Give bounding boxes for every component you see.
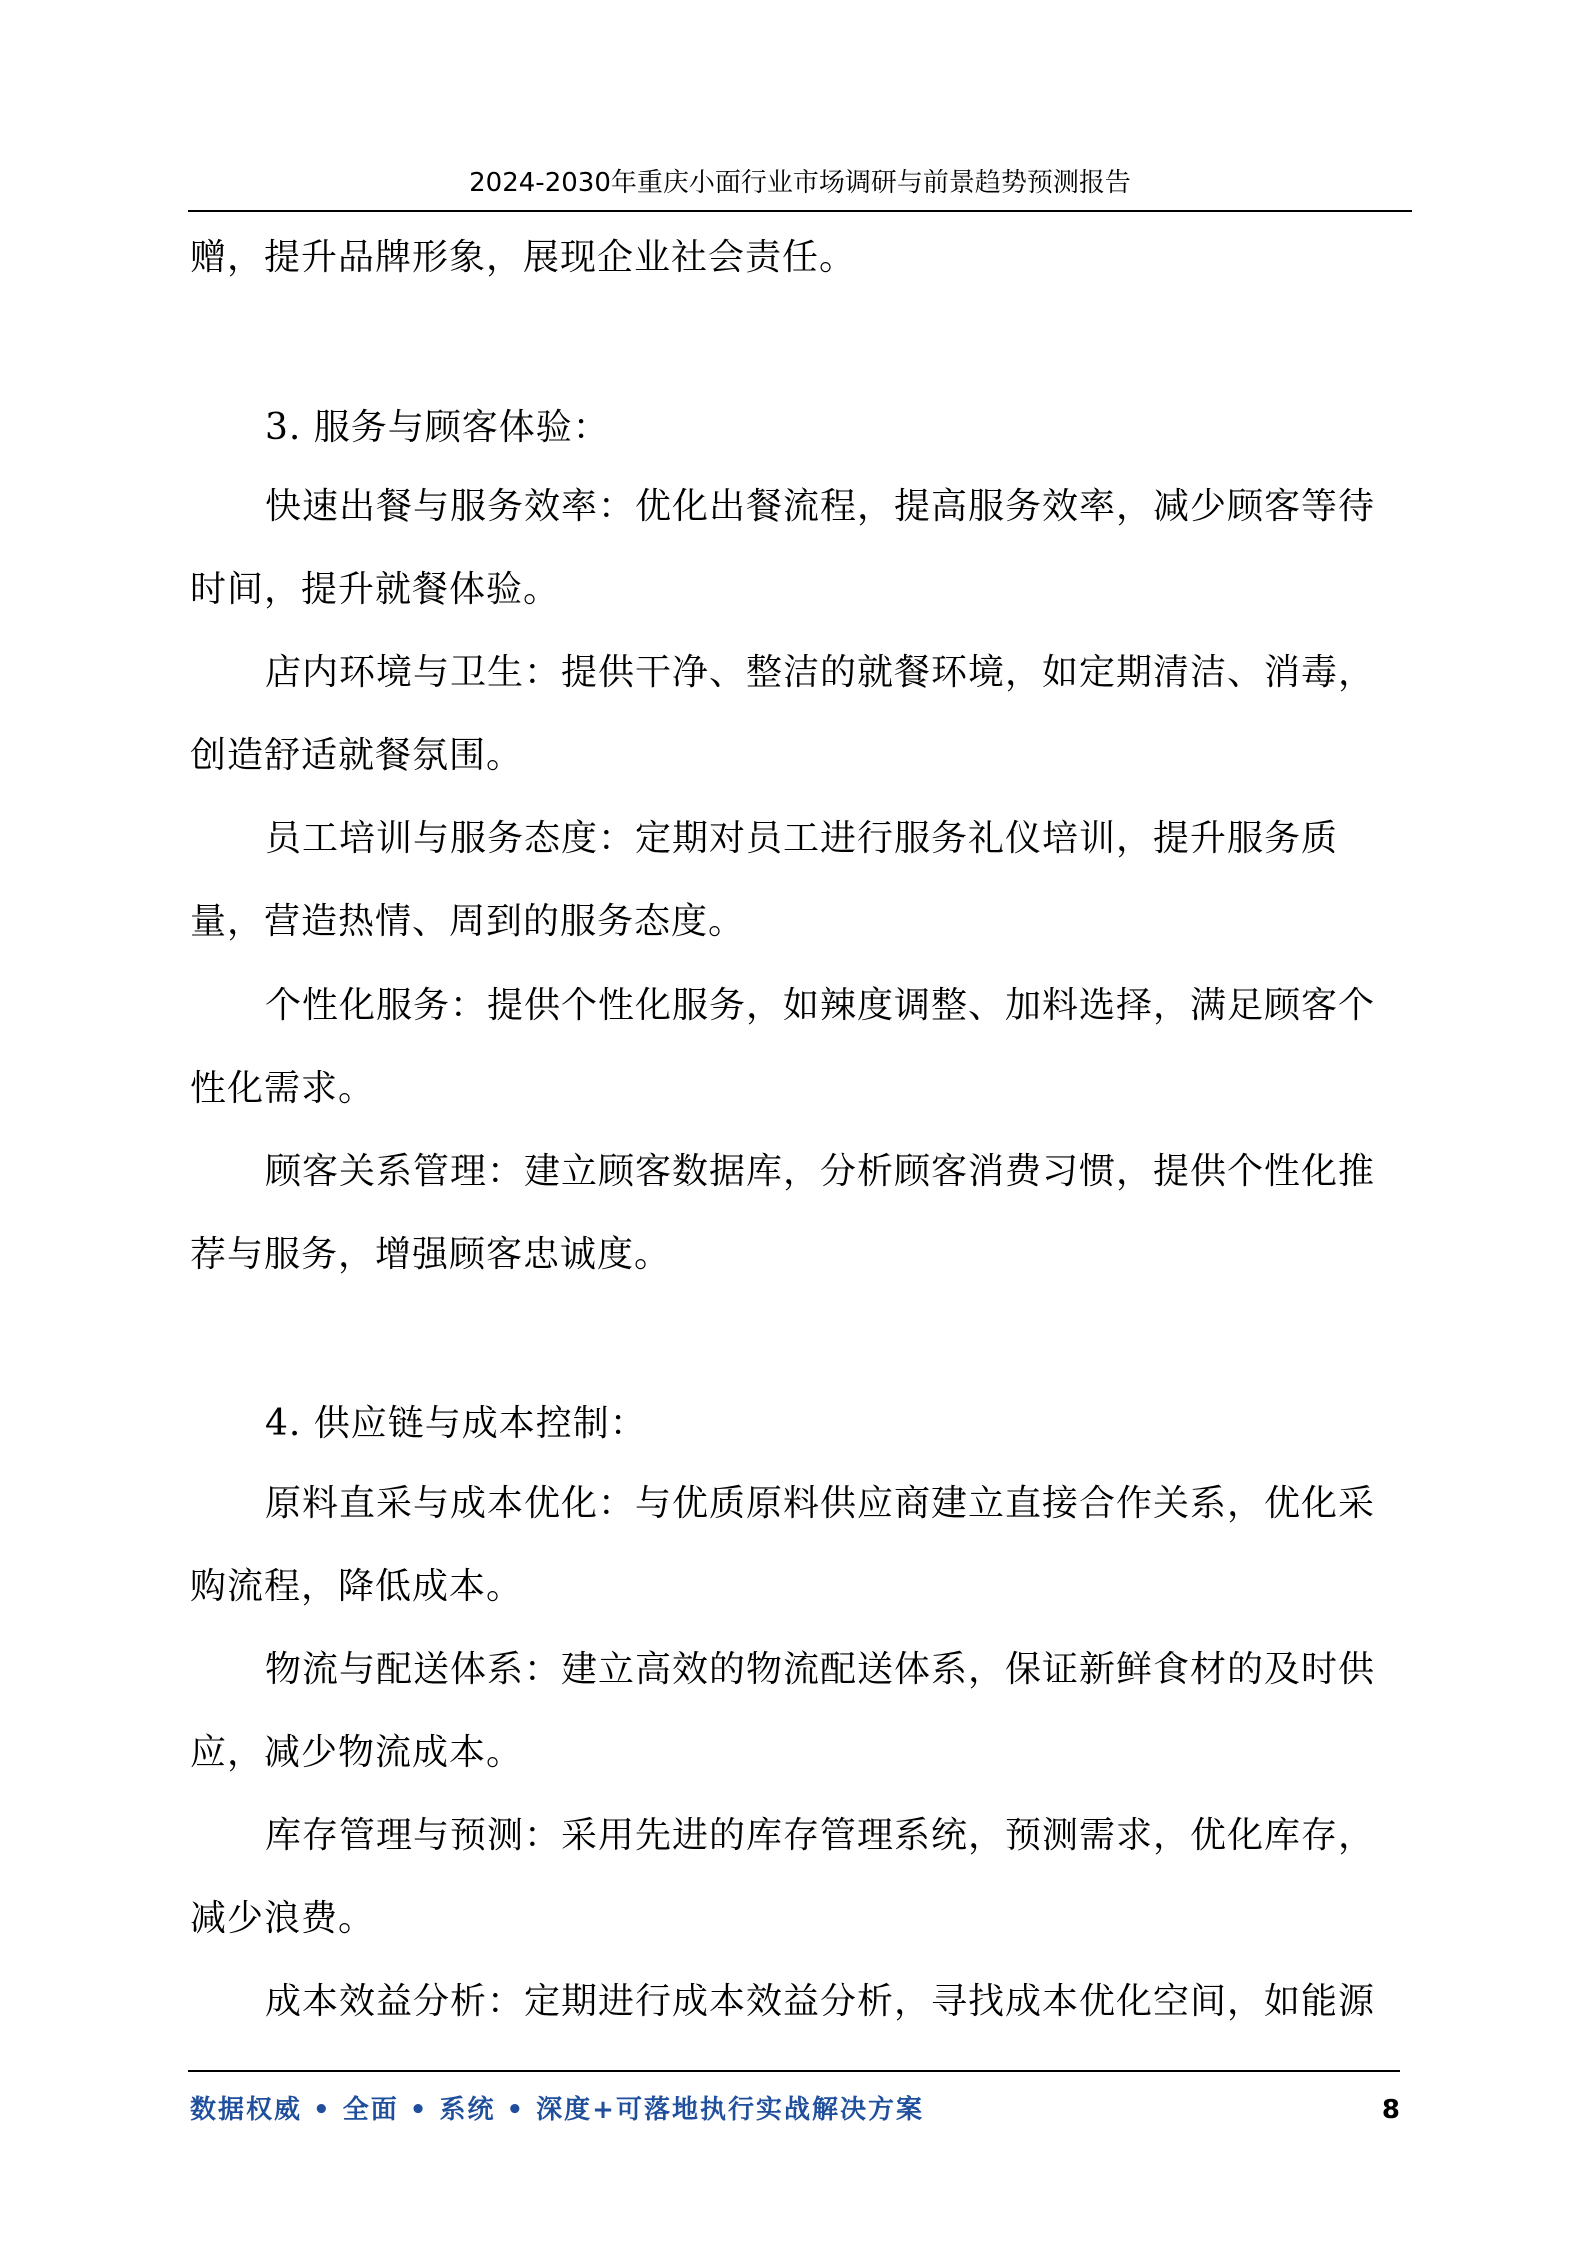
paragraph-line: 快速出餐与服务效率：优化出餐流程，提高服务效率，减少顾客等待 xyxy=(265,486,1376,527)
header-divider xyxy=(188,210,1412,212)
paragraph-line: 量，营造热情、周到的服务态度。 xyxy=(190,901,746,942)
paragraph-line: 减少浪费。 xyxy=(190,1898,376,1939)
paragraph-line: 成本效益分析：定期进行成本效益分析，寻找成本优化空间，如能源 xyxy=(265,1981,1376,2022)
paragraph-line: 购流程，降低成本。 xyxy=(190,1566,524,1607)
paragraph-line: 应，减少物流成本。 xyxy=(190,1732,524,1773)
paragraph-line: 库存管理与预测：采用先进的库存管理系统，预测需求，优化库存， xyxy=(265,1815,1376,1856)
paragraph-line: 员工培训与服务态度：定期对员工进行服务礼仪培训，提升服务质 xyxy=(265,818,1339,859)
paragraph-line: 创造舒适就餐氛围。 xyxy=(190,735,524,776)
header-title: 2024-2030年重庆小面行业市场调研与前景趋势预测报告 xyxy=(469,168,1131,198)
section-heading-3: 3. 服务与顾客体验： xyxy=(265,407,610,448)
paragraph-line: 个性化服务：提供个性化服务，如辣度调整、加料选择，满足顾客个 xyxy=(265,985,1376,1026)
paragraph-line: 荐与服务，增强顾客忠诚度。 xyxy=(190,1234,672,1275)
continuation-line: 赠，提升品牌形象，展现企业社会责任。 xyxy=(190,237,857,278)
paragraph-line: 顾客关系管理：建立顾客数据库，分析顾客消费习惯，提供个性化推 xyxy=(265,1151,1376,1192)
paragraph-line: 物流与配送体系：建立高效的物流配送体系，保证新鲜食材的及时供 xyxy=(265,1649,1376,1690)
paragraph-line: 时间，提升就餐体验。 xyxy=(190,569,561,610)
paragraph-line: 店内环境与卫生：提供干净、整洁的就餐环境，如定期清洁、消毒， xyxy=(265,652,1376,693)
paragraph-line: 性化需求。 xyxy=(190,1068,376,1109)
section-heading-4: 4. 供应链与成本控制： xyxy=(265,1403,647,1444)
footer-divider xyxy=(188,2070,1400,2072)
page-number: 8 xyxy=(1381,2095,1400,2125)
paragraph-line: 原料直采与成本优化：与优质原料供应商建立直接合作关系，优化采 xyxy=(265,1483,1376,1524)
footer-slogan: 数据权威 • 全面 • 系统 • 深度+可落地执行实战解决方案 xyxy=(190,2095,924,2125)
